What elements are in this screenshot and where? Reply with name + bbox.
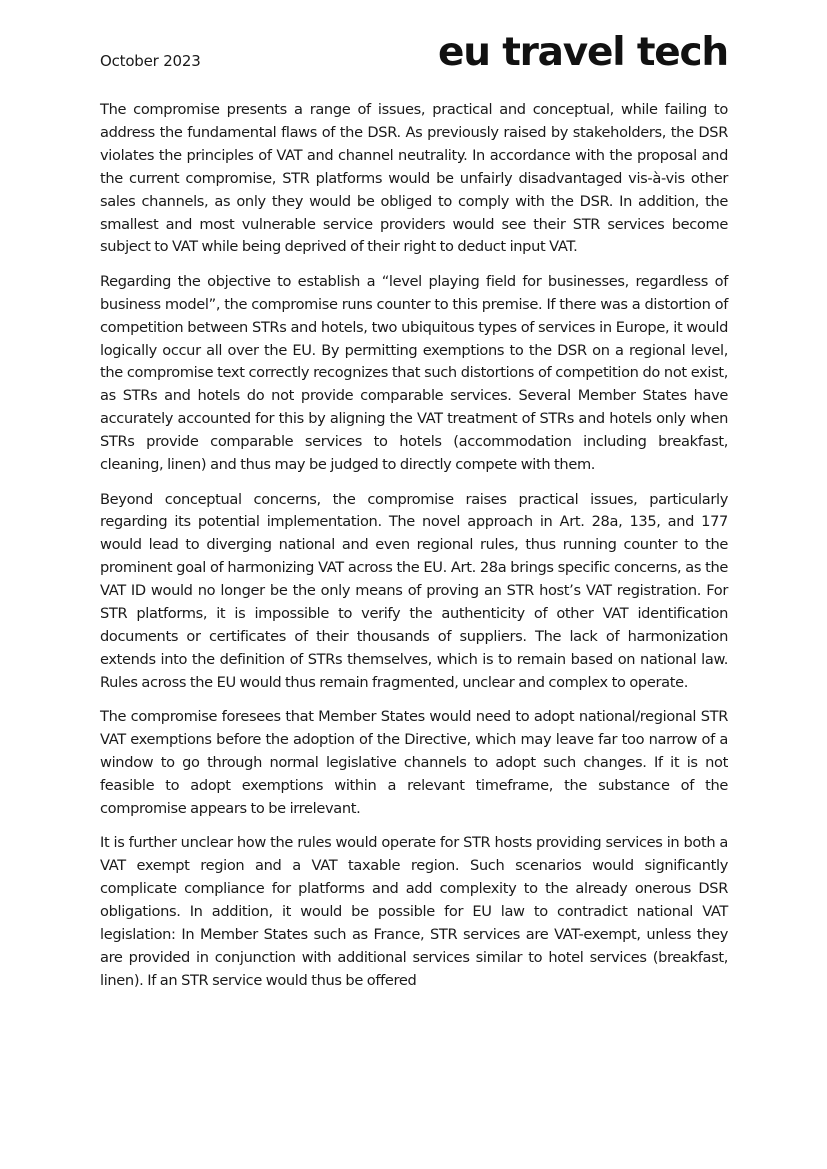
paragraph-5: It is further unclear how the rules would operate for STR hosts providing services in both a VAT exempt region and a VAT taxable region. Such scenarios would significantly complicate compliance for platforms and add complexity to the already onerous DSR obligations. In addition, it would be possible for EU law to contradict national VAT legislation: In Member States such as France, STR services are VAT-exempt, unless they are provided in conjunction with additional services similar to hotel services (breakfast, linen). If an STR service would thus be offered bbox=[100, 834, 728, 989]
paragraph-4: The compromise foresees that Member States would need to adopt national/regional STR VAT exemptions before the adoption of the Directive, which may leave far too narrow of a window to go through normal legislative channels to adopt such changes. If it is not feasible to adopt exemptions within a relevant timeframe, the substance of the compromise appears to be irrelevant. bbox=[100, 708, 728, 817]
paragraph-3: Beyond conceptual concerns, the compromise raises practical issues, particularly regarding its potential implementation. The novel approach in Art. 28a, 135, and 177 would lead to diverging national and even regional rules, thus running counter to the prominent goal of harmonizing VAT across the EU. Art. 28a brings specific concerns, as the VAT ID would no longer be the only means of proving an STR host’s VAT registration. For STR platforms, it is impossible to verify the authenticity of other VAT identification documents or certificates of their thousands of suppliers. The lack of harmonization extends into the definition of STRs themselves, which is to remain based on national law. Rules across the EU would thus remain fragmented, unclear and complex to operate. bbox=[100, 490, 728, 691]
paragraph-1: The compromise presents a range of issues, practical and conceptual, while failing to address the fundamental flaws of the DSR. As previously raised by stakeholders, the DSR violates the principles of VAT and channel neutrality. In accordance with the proposal and the current compromise, STR platforms would be unfairly disadvantaged vis-à-vis other sales channels, as only they would be obliged to comply with the DSR. In addition, the smallest and most vulnerable service providers would see their STR services become subject to VAT while being deprived of their right to deduct input VAT. bbox=[100, 101, 728, 256]
page-header bbox=[100, 30, 728, 80]
paragraph-2: Regarding the objective to establish a “level playing field for businesses, regardless of business model”, the compromise runs counter to this premise. If there was a distortion of competition between STRs and hotels, two ubiquitous types of services in Europe, it would logically occur all over the EU. By permitting exemptions to the DSR on a regional level, the compromise text correctly recognizes that such distortions of competition do not exist, as STRs and hotels do not provide comparable services. Several Member States have accurately accounted for this by aligning the VAT treatment of STRs and hotels only when STRs provide comparable services to hotels (accommodation including breakfast, cleaning, linen) and thus may be judged to directly compete with them. bbox=[100, 272, 728, 474]
eu-travel-tech-logo: eu travel tech bbox=[438, 30, 728, 75]
document-date: October 2023 bbox=[100, 52, 201, 70]
document-body bbox=[100, 99, 728, 1004]
